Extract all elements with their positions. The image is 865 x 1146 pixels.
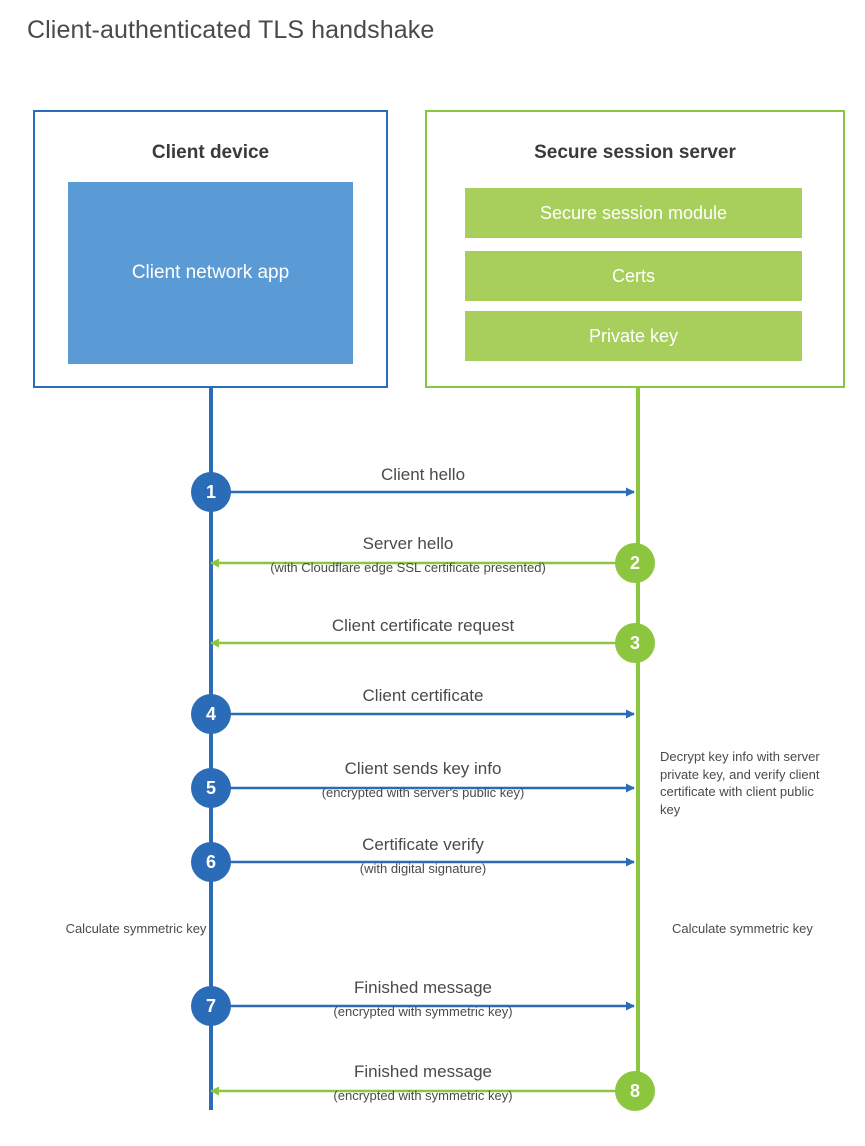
- server-component-private-key: Private key: [465, 311, 802, 361]
- secure-session-server-title: Secure session server: [534, 142, 736, 163]
- page-title: Client-authenticated TLS handshake: [27, 16, 435, 44]
- message-label-4: Client certificate: [362, 686, 484, 705]
- server-lifeline: [636, 388, 640, 1110]
- message-label-1: Client hello: [380, 465, 466, 484]
- step-badge-5: 5: [191, 768, 231, 808]
- step-badge-2: 2: [615, 543, 655, 583]
- message-label-3: Client certificate request: [331, 616, 515, 635]
- server-component-certs: Certs: [465, 251, 802, 301]
- message-label-2: Server hello (with Cloudflare edge SSL certificate presented): [270, 534, 546, 576]
- client-network-app-block: Client network app: [68, 182, 353, 364]
- step-badge-3: 3: [615, 623, 655, 663]
- note-server-decrypt: Decrypt key info with server private key, and verify client certificate with client public key: [660, 749, 820, 817]
- step-badge-8: 8: [615, 1071, 655, 1111]
- step-badge-1: 1: [191, 472, 231, 512]
- step-badge-4: 4: [191, 694, 231, 734]
- step-badge-6: 6: [191, 842, 231, 882]
- message-label-6: Certificate verify (with digital signature): [359, 835, 487, 877]
- note-client-calculate-symmetric-key: Calculate symmetric key: [65, 921, 207, 936]
- server-component-secure-session-module: Secure session module: [465, 188, 802, 238]
- client-device-title: Client device: [151, 142, 270, 163]
- step-badge-7: 7: [191, 986, 231, 1026]
- message-label-5: Client sends key info (encrypted with server's public key): [321, 759, 525, 801]
- message-label-7: Finished message (encrypted with symmetric key): [333, 978, 513, 1020]
- message-label-8: Finished message (encrypted with symmetric key): [333, 1062, 513, 1104]
- note-server-calculate-symmetric-key: Calculate symmetric key: [672, 921, 813, 936]
